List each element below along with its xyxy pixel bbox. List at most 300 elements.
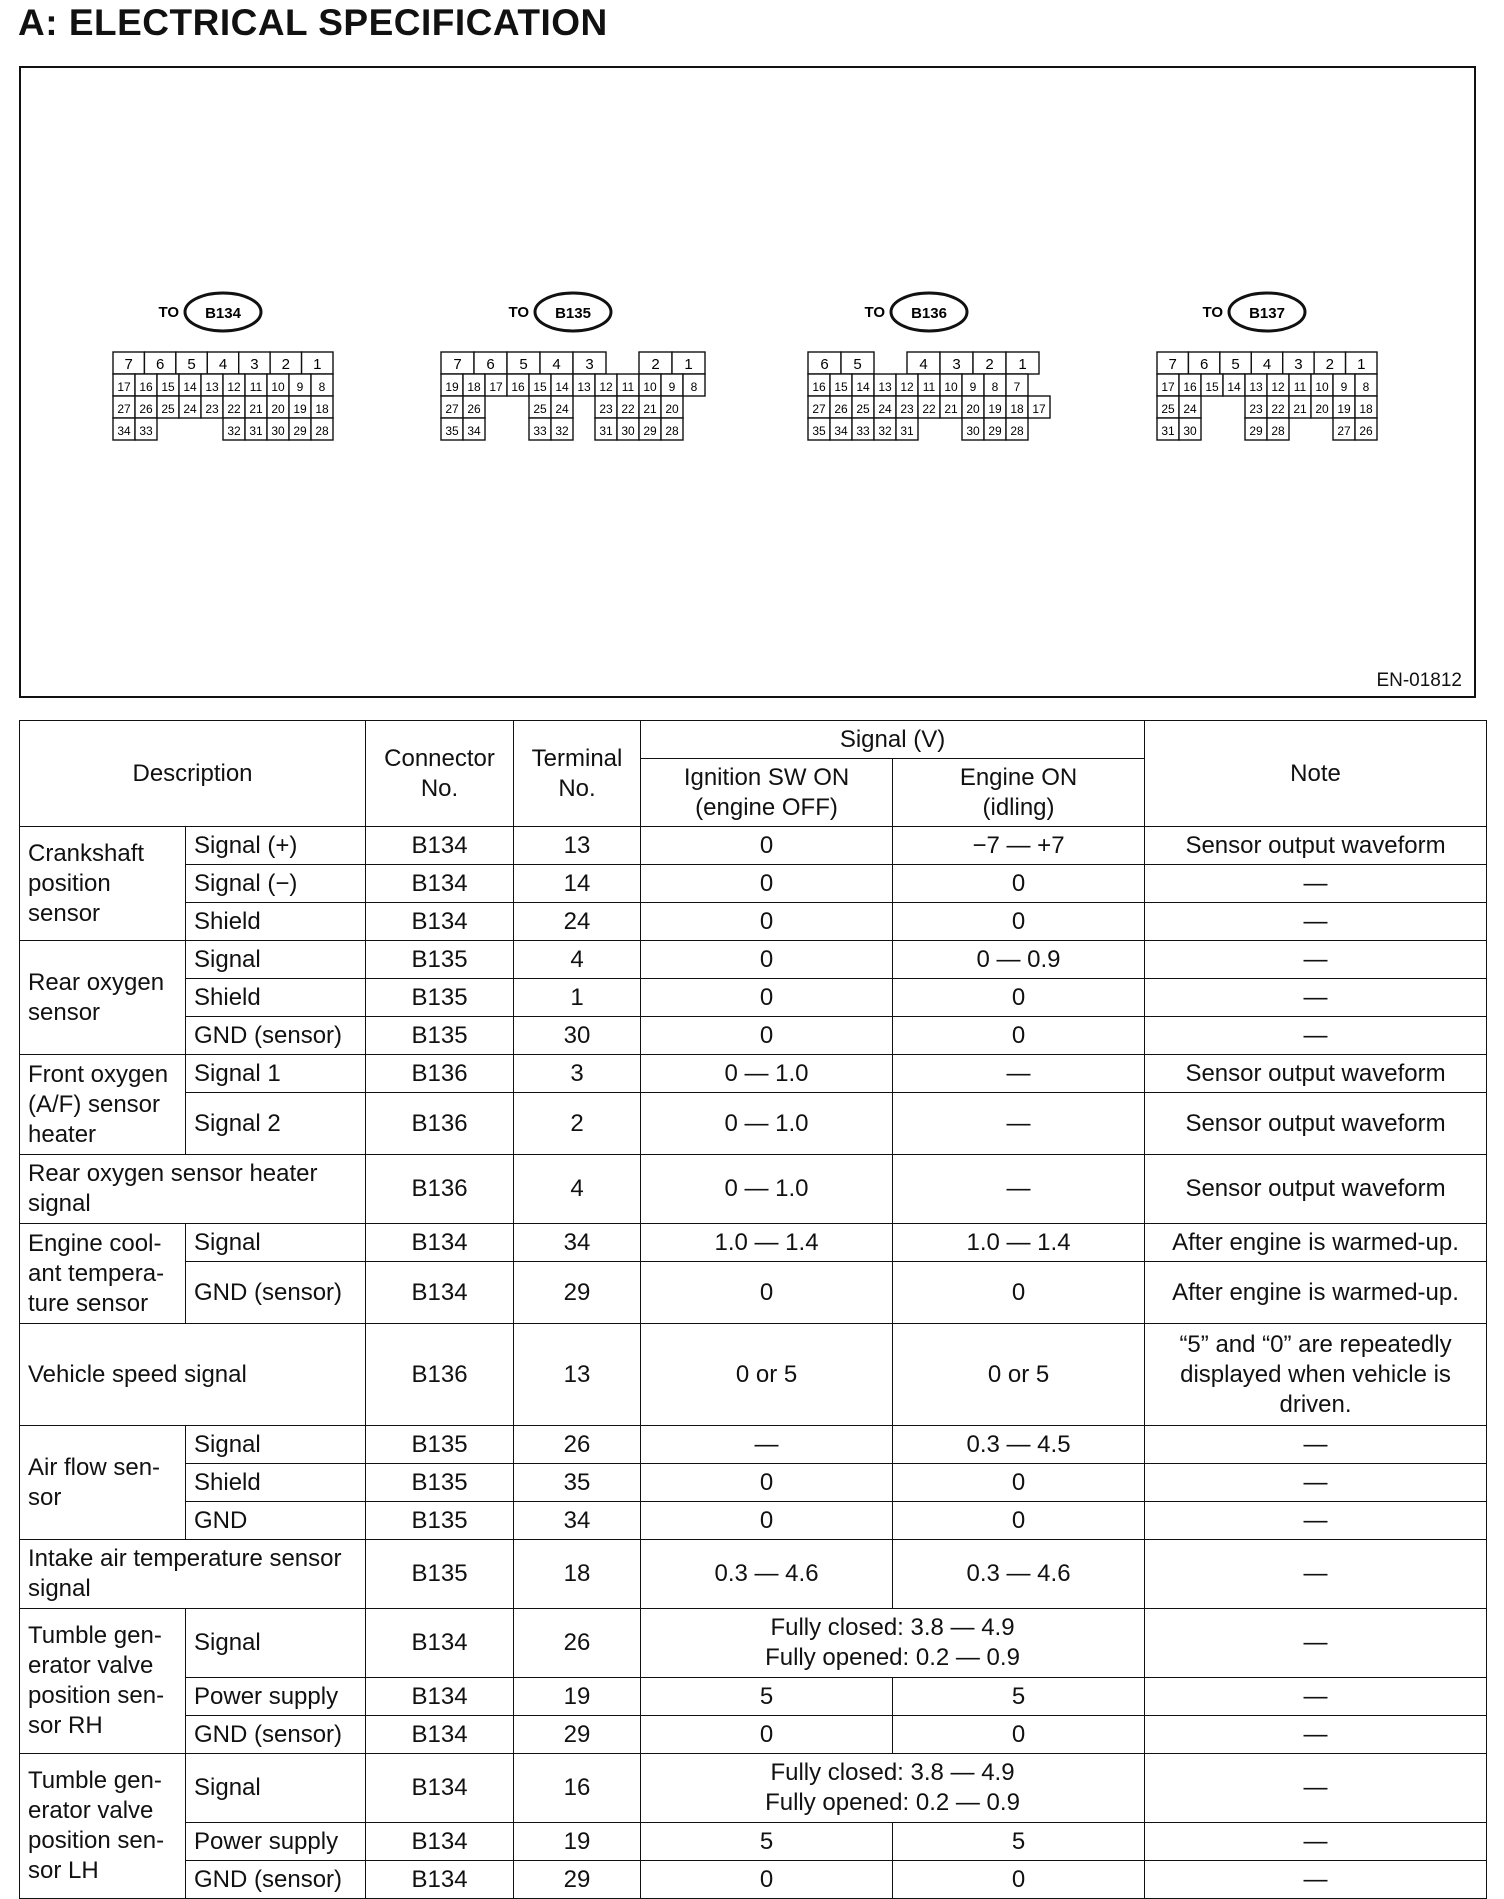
cell-note: — [1145,979,1487,1017]
connector-pin-number: 6 [1199,356,1209,373]
header-note: Note [1145,721,1487,827]
cell-connector: B135 [366,1540,514,1609]
connector-pin-number: 34 [117,424,131,438]
cell-connector: B134 [366,1754,514,1823]
cell-note: — [1145,1502,1487,1540]
table-row [20,1502,1487,1540]
connector-pin-number: 3 [952,356,961,373]
row-subitem: Signal (+) [186,827,366,865]
connector-id-label: B135 [555,305,591,322]
connector-pin-number: 27 [117,402,131,416]
cell-connector: B134 [366,1861,514,1899]
table-row [20,979,1487,1017]
connector-pin-number: 31 [599,424,613,438]
connector-diagram [19,66,1476,698]
connector-pin-number: 9 [668,380,676,394]
connector-pin-number: 10 [1315,380,1329,394]
cell-ignition-on: 0 [641,865,893,903]
cell-terminal: 4 [514,1155,641,1224]
cell-terminal: 13 [514,1324,641,1426]
cell-ignition-on: 0 [641,1861,893,1899]
connector-pin-number: 15 [834,380,848,394]
connector-pin-number: 29 [293,424,307,438]
cell-ignition-on: 5 [641,1678,893,1716]
connector-pin-number: 27 [1337,424,1351,438]
cell-terminal: 34 [514,1224,641,1262]
cell-note: Sensor output waveform [1145,827,1487,865]
connector-pin-number: 19 [1337,402,1351,416]
cell-connector: B135 [366,979,514,1017]
connector-pin-number: 8 [690,380,698,394]
cell-ignition-on: 0 or 5 [641,1324,893,1426]
cell-connector: B135 [366,1464,514,1502]
cell-note: “5” and “0” are repeatedly displayed when vehicle is driven. [1145,1324,1487,1426]
cell-engine-on: 1.0 — 1.4 [893,1224,1145,1262]
cell-connector: B134 [366,1678,514,1716]
connector-pin-number: 13 [577,380,591,394]
row-subitem: Signal (−) [186,865,366,903]
connector-pin-number: 25 [161,402,175,416]
cell-connector: B134 [366,1823,514,1861]
connector-pin-number: 32 [227,424,241,438]
cell-note: Sensor output waveform [1145,1155,1487,1224]
connector-pin-number: 17 [1161,380,1175,394]
connector-pin-number: 15 [533,380,547,394]
row-subitem: Signal 1 [186,1055,366,1093]
cell-terminal: 19 [514,1823,641,1861]
cell-terminal: 30 [514,1017,641,1055]
cell-terminal: 29 [514,1262,641,1324]
connector-pin-number: 6 [155,356,165,373]
connector-pin-number: 33 [139,424,153,438]
cell-ignition-on: 0 [641,1262,893,1324]
connector-pin-number: 12 [900,380,914,394]
table-row [20,1609,1487,1678]
cell-terminal: 3 [514,1055,641,1093]
connector-pin-number: 35 [812,424,826,438]
connector-pin-number: 7 [1013,380,1021,394]
connector-pin-number: 32 [878,424,892,438]
connector-pin-number: 1 [1357,356,1366,373]
connector-pin-number: 18 [315,402,329,416]
connector-id-label: B137 [1249,305,1285,322]
cell-note: Sensor output waveform [1145,1055,1487,1093]
connector-pin-number: 28 [1010,424,1024,438]
table-row [20,1464,1487,1502]
connector-pin-number: 2 [281,356,291,373]
connector-pin-number: 2 [985,356,994,373]
connector-pin-number: 15 [1205,380,1219,394]
connector-pin-number: 8 [1362,380,1370,394]
cell-ignition-on: 0 — 1.0 [641,1155,893,1224]
connector-pin-number: 10 [944,380,958,394]
connector-pin-number: 4 [218,356,228,373]
connector-pin-number: 22 [621,402,635,416]
cell-connector: B135 [366,941,514,979]
header-engine-on: Engine ON (idling) [893,759,1145,827]
cell-note: — [1145,1609,1487,1678]
connector-pin-number: 19 [445,380,459,394]
connector-pin-number: 7 [1168,356,1177,373]
connector-pin-number: 12 [599,380,613,394]
connector-pin-number: 6 [486,356,495,373]
connector-pin-number: 8 [318,380,326,394]
connector-pin-number: 15 [161,380,175,394]
row-description: Engine coolant temperature sensor [20,1224,186,1324]
row-description: Crankshaft position sensor [20,827,186,941]
cell-ignition-on: 0 — 1.0 [641,1055,893,1093]
cell-ignition-on: 0.3 — 4.6 [641,1540,893,1609]
connector-pin-number: 21 [1293,402,1307,416]
cell-terminal: 19 [514,1678,641,1716]
cell-note: — [1145,941,1487,979]
row-description: Rear oxygen sensor heater signal [20,1155,366,1224]
row-subitem: Shield [186,979,366,1017]
connector-pin-number: 31 [249,424,263,438]
cell-terminal: 2 [514,1093,641,1155]
connector-pin-number: 3 [1294,356,1303,373]
row-subitem: Signal [186,1609,366,1678]
connector-pin-number: 5 [1231,356,1240,373]
cell-connector: B136 [366,1324,514,1426]
connector-pin-number: 27 [812,402,826,416]
connector-pin-number: 14 [183,380,197,394]
connector-pin-number: 20 [1315,402,1329,416]
cell-terminal: 1 [514,979,641,1017]
table-row [20,1055,1487,1093]
cell-connector: B135 [366,1426,514,1464]
connector-pin-number: 11 [1293,380,1307,394]
connector-pin-number: 20 [271,402,285,416]
connector-pin-number: 29 [988,424,1002,438]
cell-ignition-on: — [641,1426,893,1464]
connector-pin-number: 23 [599,402,613,416]
connector-to-label: TO [864,304,885,321]
connector-pin-number: 1 [1018,356,1027,373]
cell-note: — [1145,1678,1487,1716]
connector-pin-number: 9 [1340,380,1348,394]
connector-to-label: TO [1202,304,1223,321]
cell-connector: B134 [366,1609,514,1678]
cell-ignition-on: 5 [641,1823,893,1861]
cell-terminal: 26 [514,1609,641,1678]
connector-pin-number: 7 [453,356,462,373]
cell-terminal: 29 [514,1861,641,1899]
cell-ignition-on: 0 [641,1502,893,1540]
connector-pin-number: 9 [969,380,977,394]
connector-pin-number: 33 [533,424,547,438]
cell-engine-on: 0 — 0.9 [893,941,1145,979]
connector-pin-number: 12 [227,380,241,394]
connector-pin-number: 27 [445,402,459,416]
cell-connector: B134 [366,1224,514,1262]
connector-pin-number: 1 [313,356,322,373]
cell-engine-on: 5 [893,1823,1145,1861]
connector-pin-number: 16 [1183,380,1197,394]
connector-pin-number: 4 [919,356,928,373]
connector-pin-number: 3 [250,356,259,373]
cell-ignition-on: 1.0 — 1.4 [641,1224,893,1262]
connector-pin-number: 17 [1032,402,1046,416]
connector-pin-number: 11 [621,380,635,394]
cell-terminal: 4 [514,941,641,979]
connector-pin-number: 23 [1249,402,1263,416]
cell-terminal: 35 [514,1464,641,1502]
row-subitem: GND (sensor) [186,1716,366,1754]
cell-signal-merged: Fully closed: 3.8 — 4.9 Fully opened: 0.2 — 0.9 [641,1609,1145,1678]
table-row [20,1426,1487,1464]
cell-note: — [1145,903,1487,941]
table-row [20,1224,1487,1262]
connector-pin-number: 14 [1227,380,1241,394]
connector-pin-number: 13 [1249,380,1263,394]
connector-pin-number: 23 [205,402,219,416]
row-subitem: GND (sensor) [186,1017,366,1055]
table-row [20,1754,1487,1823]
cell-connector: B134 [366,865,514,903]
connector-pin-number: 35 [445,424,459,438]
table-row [20,1678,1487,1716]
connector-pin-number: 7 [124,356,133,373]
cell-engine-on: 0 [893,1262,1145,1324]
connector-pin-number: 31 [900,424,914,438]
cell-engine-on: — [893,1055,1145,1093]
cell-terminal: 18 [514,1540,641,1609]
cell-terminal: 14 [514,865,641,903]
table-row [20,941,1487,979]
connector-pin-number: 6 [820,356,829,373]
header-terminal: Terminal No. [514,721,641,827]
row-description: Front oxygen (A/F) sensor heater [20,1055,186,1155]
cell-connector: B134 [366,903,514,941]
connector-pin-number: 16 [139,380,153,394]
connector-pin-number: 18 [1359,402,1373,416]
row-subitem: Signal 2 [186,1093,366,1155]
connector-pin-number: 20 [966,402,980,416]
cell-engine-on: 0 [893,979,1145,1017]
row-description: Tumble generator valve position sensor RH [20,1609,186,1754]
connector-pin-number: 21 [643,402,657,416]
connector-pin-number: 5 [853,356,862,373]
header-ignition-on: Ignition SW ON (engine OFF) [641,759,893,827]
cell-engine-on: 0 [893,1861,1145,1899]
connector-pin-number: 29 [1249,424,1263,438]
connector-pin-number: 30 [621,424,635,438]
connector-pin-number: 17 [117,380,131,394]
cell-connector: B134 [366,1716,514,1754]
cell-terminal: 26 [514,1426,641,1464]
connector-pin-number: 26 [139,402,153,416]
table-row [20,1155,1487,1224]
connector-pin-number: 26 [1359,424,1373,438]
connector-pin-number: 17 [489,380,503,394]
cell-engine-on: 0 or 5 [893,1324,1145,1426]
cell-ignition-on: 0 [641,941,893,979]
row-description: Vehicle speed signal [20,1324,366,1426]
row-subitem: Signal [186,1754,366,1823]
cell-note: — [1145,1426,1487,1464]
cell-note: — [1145,1823,1487,1861]
cell-note: — [1145,1861,1487,1899]
cell-terminal: 16 [514,1754,641,1823]
cell-note: After engine is warmed-up. [1145,1262,1487,1324]
row-description: Tumble generator valve position sensor LH [20,1754,186,1899]
connector-pin-number: 29 [643,424,657,438]
connector-pin-number: 4 [552,356,561,373]
cell-connector: B134 [366,827,514,865]
connector-pin-number: 32 [555,424,569,438]
connector-pin-number: 13 [878,380,892,394]
connector-pin-number: 10 [643,380,657,394]
row-description: Intake air temperature sensor signal [20,1540,366,1609]
connector-pin-number: 21 [249,402,263,416]
connector-id-label: B134 [205,305,241,322]
table-row [20,1324,1487,1426]
cell-engine-on: 0 [893,903,1145,941]
table-row [20,903,1487,941]
table-row [20,1540,1487,1609]
connector-pin-number: 23 [900,402,914,416]
connector-pin-number: 16 [812,380,826,394]
connector-pin-number: 24 [878,402,892,416]
cell-terminal: 34 [514,1502,641,1540]
connector-pin-number: 2 [651,356,660,373]
connector-pin-number: 1 [684,356,693,373]
row-subitem: GND (sensor) [186,1262,366,1324]
cell-connector: B136 [366,1093,514,1155]
connector-pin-number: 24 [1183,402,1197,416]
connector-pin-number: 12 [1271,380,1285,394]
connector-pin-number: 5 [187,356,196,373]
spec-table [19,720,1487,1899]
connector-pin-number: 19 [988,402,1002,416]
row-subitem: Power supply [186,1678,366,1716]
cell-engine-on: 0.3 — 4.6 [893,1540,1145,1609]
row-subitem: Shield [186,1464,366,1502]
table-row [20,1716,1487,1754]
cell-engine-on: 0.3 — 4.5 [893,1426,1145,1464]
connector-pin-number: 30 [271,424,285,438]
cell-ignition-on: 0 [641,903,893,941]
cell-terminal: 24 [514,903,641,941]
header-connector: Connector No. [366,721,514,827]
table-row [20,865,1487,903]
connector-pin-number: 14 [856,380,870,394]
row-subitem: GND (sensor) [186,1861,366,1899]
cell-note: — [1145,865,1487,903]
connector-pin-number: 30 [1183,424,1197,438]
cell-terminal: 13 [514,827,641,865]
connector-pin-number: 24 [183,402,197,416]
cell-note: After engine is warmed-up. [1145,1224,1487,1262]
connector-pin-number: 14 [555,380,569,394]
row-description: Rear oxygen sensor [20,941,186,1055]
connector-pin-number: 25 [533,402,547,416]
cell-connector: B134 [366,1262,514,1324]
row-subitem: Signal [186,941,366,979]
connector-pin-number: 18 [1010,402,1024,416]
table-row [20,1093,1487,1155]
connector-pin-number: 22 [227,402,241,416]
cell-connector: B136 [366,1155,514,1224]
cell-engine-on: — [893,1093,1145,1155]
cell-note: — [1145,1754,1487,1823]
cell-ignition-on: 0 [641,979,893,1017]
cell-engine-on: 0 [893,1716,1145,1754]
page-title: A: ELECTRICAL SPECIFICATION [18,2,608,43]
cell-engine-on: 0 [893,1017,1145,1055]
row-subitem: Signal [186,1426,366,1464]
cell-engine-on: — [893,1155,1145,1224]
cell-engine-on: 5 [893,1678,1145,1716]
row-subitem: GND [186,1502,366,1540]
connector-pin-number: 21 [944,402,958,416]
connector-pin-number: 33 [856,424,870,438]
cell-connector: B135 [366,1017,514,1055]
cell-connector: B136 [366,1055,514,1093]
connector-pin-number: 11 [249,380,263,394]
connector-pin-number: 28 [1271,424,1285,438]
cell-ignition-on: 0 [641,1716,893,1754]
connector-pin-number: 30 [966,424,980,438]
figure-code: EN-01812 [1376,670,1462,691]
table-row [20,1823,1487,1861]
connector-pin-number: 3 [585,356,594,373]
connector-pin-number: 26 [467,402,481,416]
connector-pin-number: 19 [293,402,307,416]
cell-note: Sensor output waveform [1145,1093,1487,1155]
connector-pin-number: 24 [555,402,569,416]
header-description: Description [20,721,366,827]
table-row [20,1262,1487,1324]
cell-note: — [1145,1464,1487,1502]
connector-diagram-svg [21,68,1478,700]
cell-note: — [1145,1716,1487,1754]
cell-ignition-on: 0 [641,1464,893,1502]
row-subitem: Signal [186,1224,366,1262]
connector-pin-number: 34 [467,424,481,438]
connector-pin-number: 25 [1161,402,1175,416]
table-row [20,1017,1487,1055]
spec-table-body [20,827,1487,1899]
connector-to-label: TO [158,304,179,321]
cell-ignition-on: 0 — 1.0 [641,1093,893,1155]
connector-pin-number: 4 [1262,356,1272,373]
cell-terminal: 29 [514,1716,641,1754]
cell-note: — [1145,1017,1487,1055]
cell-engine-on: 0 [893,1464,1145,1502]
connector-pin-number: 20 [665,402,679,416]
cell-engine-on: −7 — +7 [893,827,1145,865]
cell-ignition-on: 0 [641,1017,893,1055]
connector-to-label: TO [508,304,529,321]
cell-note: — [1145,1540,1487,1609]
cell-signal-merged: Fully closed: 3.8 — 4.9 Fully opened: 0.2 — 0.9 [641,1754,1145,1823]
connector-pin-number: 31 [1161,424,1175,438]
connector-pin-number: 13 [205,380,219,394]
connector-id-label: B136 [911,305,947,322]
connector-pin-number: 25 [856,402,870,416]
header-signal: Signal (V) [641,721,1145,759]
row-subitem: Shield [186,903,366,941]
connector-pin-number: 28 [315,424,329,438]
connector-pin-number: 11 [922,380,936,394]
connector-pin-number: 9 [296,380,304,394]
connector-pin-number: 10 [271,380,285,394]
cell-engine-on: 0 [893,865,1145,903]
cell-engine-on: 0 [893,1502,1145,1540]
connector-pin-number: 34 [834,424,848,438]
